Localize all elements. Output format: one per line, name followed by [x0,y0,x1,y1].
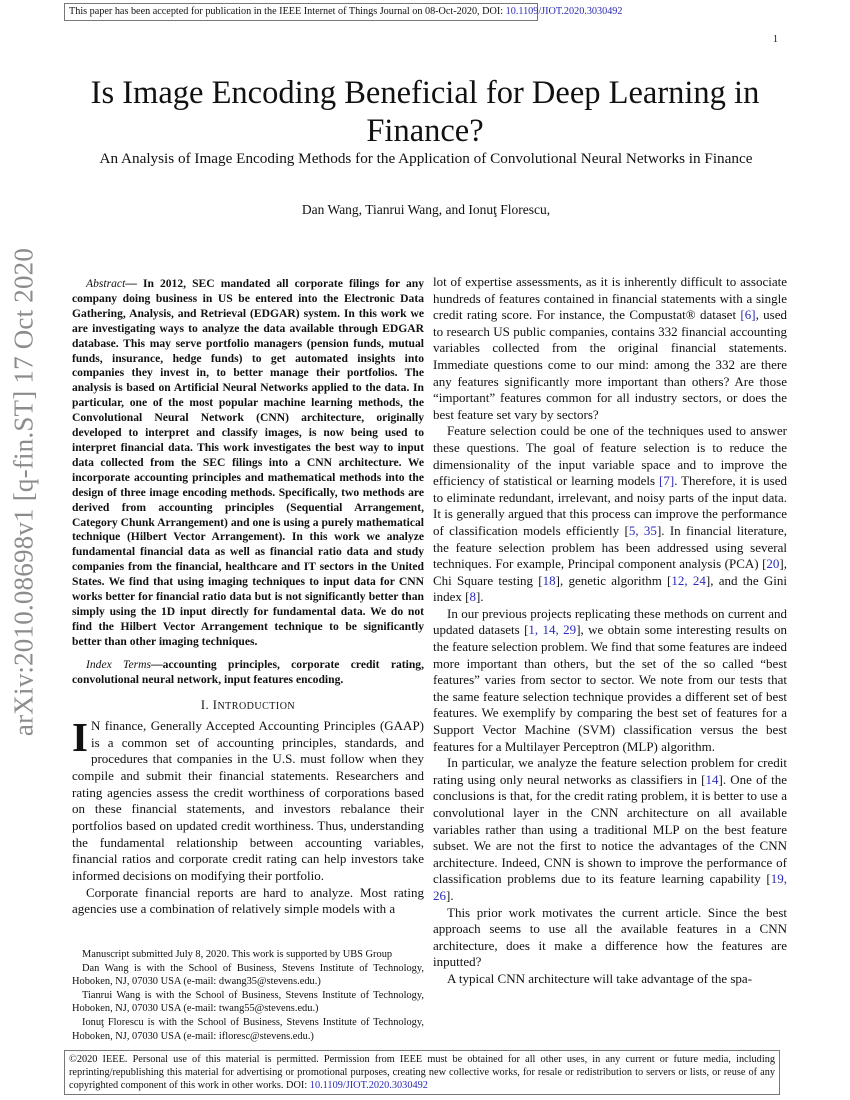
abstract-text: — In 2012, SEC mandated all corporate filings for any company doing business in US be entered into the Electronic Data Gathering, Analysis, and Retrieval (EDGAR) system. In this work we are investigating ways to analyze the data available through EDGAR database. This may serve portfolio managers (pension funds, mutual funds, insurance, hedge funds) to get automated insights into companies they invest in, to better manage their portfolios. The analysis is based on Artificial Neural Networks applied to the data. In particular, one of the most popular machine learning methods, the Convolutional Neural Network (CNN) architecture, originally developed to interpret and classify images, is now being used to interpret financial data. This work investigates the best way to input data collected from the SEC filings into a CNN architecture. We incorporate accounting principles and mathematical methods into the design of three image encoding methods. Specifically, two methods are derived from accounting principles (Sequential Arrangement, Category Chunk Arrangement) and one is using a purely mathematical technique (Hilbert Vector Arrangement). In this work we analyze fundamental financial data as well as financial ratio data and study companies from the financial, healthcare and IT sectors in the United States. We find that using imaging techniques to input data for CNN works better for financial ratio data but is not significantly better than simply using the 1D input directly for fundamental data. We do not find the Hilbert Vector Arrangement technique to be significantly better than other imaging techniques. [72,277,424,648]
footnote-author-1: Dan Wang is with the School of Business, Stevens Institute of Technology, Hoboken, NJ, 07030 USA (e-mail: dwang35@stevens.edu.) [72,962,424,988]
abstract [72,277,424,650]
arxiv-stamp-text: arXiv:2010.08698v1 [q-fin.ST] 17 Oct 2020 [8,247,39,737]
page-number: 1 [773,34,778,45]
citation-link[interactable]: 18 [542,572,556,588]
right-column [433,274,787,988]
body-paragraph: lot of expertise assessments, as it is inherently difficult to associate hundreds of features contained in financial statements with a single credit rating score. For instance, the Compustat® dataset [6], used to research US public companies, contains 332 financial accounting variables collected from the original financial statements. Immediate questions come to our mind: among the 332 are there any features significantly more important than others? Are those “important” features common for all industry sectors, or does the best feature set vary by sectors? [433,274,787,422]
section-heading-introduction: I. INTRODUCTION [200,698,296,713]
publication-notice-text: This paper has been accepted for publication in the IEEE Internet of Things Journal on 08-Oct-2020, DOI: [69,6,506,17]
intro-paragraph-1: I N finance, Generally Accepted Accounting Principles (GAAP) is a common set of accounting principles, standards, and procedures that companies in the U.S. must follow when they compile and submit their financial statements. Researchers and rating agencies assess the credit worthiness of corporations based on these financial statements, and investors rebalance their portfolios based on updated credit worthiness. Thus, understanding the fundamental relationship between accounting variables, financial ratios and corporate credit rating can help investors take informed decisions on modifying their portfolio. [72,714,424,884]
citation-link[interactable]: 14 [705,771,719,787]
arxiv-stamp [0,247,48,737]
drop-cap: I [72,714,88,761]
footnote-manuscript: Manuscript submitted July 8, 2020. This work is supported by UBS Group [82,949,393,960]
paper-subtitle: An Analysis of Image Encoding Methods for the Application of Convolutional Neural Networks in Finance [99,150,753,167]
intro-paragraph-2: Corporate financial reports are hard to analyze. Most rating agencies use a combination of relatively simple models with a [72,884,424,917]
paper-title: Is Image Encoding Beneficial for Deep Learning in Finance? [90,75,760,149]
footnote-author-2: Tianrui Wang is with the School of Business, Stevens Institute of Technology, Hoboken, NJ, 07030 USA (e-mail: twang55@stevens.edu.) [72,989,424,1015]
copyright-notice-box [64,1050,780,1095]
doi-link[interactable]: 10.1109/JIOT.2020.3030492 [505,6,623,17]
body-paragraph: This prior work motivates the current article. Since the best approach seems to use all the available features in a CNN architecture, does it make a difference how the features are inputted? [433,904,787,970]
citation-link[interactable]: 19, 26 [433,871,787,903]
copyright-doi-link[interactable]: 10.1109/JIOT.2020.3030492 [309,1080,428,1092]
body-paragraph: A typical CNN architecture will take advantage of the spa- [447,970,753,986]
index-terms-text: —accounting principles, corporate credit rating, convolutional neural network, input features encoding. [72,657,424,686]
citation-link[interactable]: 5, 35 [628,522,657,538]
index-terms-label: Index Terms [86,657,151,671]
abstract-label: Abstract [86,277,126,290]
introduction-body [72,714,424,918]
publication-notice-box [64,3,623,21]
body-paragraph: In particular, we analyze the feature selection problem for credit rating using only neural networks as classifiers in [14]. One of the conclusions is that, for the credit rating problem, it is better to use a convolutional layer in the CNN architecture on all available variables rather than using a traditional MLP on the best feature subset. We are not the first to notice the advantages of the CNN architecture. Indeed, CNN is shown to improve the performance of classification problems due to its feature learning capability [19, 26]. [433,755,787,903]
body-paragraph: In our previous projects replicating these methods on current and updated datasets [1, 14, 29], we obtain some interesting results on the feature selection problem. We find that some features are indeed more important than others, but the set of the so called “best features” varies from sector to sector. We note from our tests that the same feature selection technique provides a different set of best features. We exemplify by comparing the best set of features for a Support Vector Machine (SVM) classification versus the best features for a Multilayer Perceptron (MLP) algorithm. [433,605,787,754]
copyright-text: ©2020 IEEE. Personal use of this material is permitted. Permission from IEEE must be obtained for all other uses, in any current or future media, including reprinting/republishing this material for advertising or promotional purposes, creating new collective works, for resale or redistribution to servers or lists, or reuse of any copyrighted component of this work in other works. DOI: [69,1054,775,1092]
author-footnotes [72,948,424,1043]
citation-link[interactable]: 12, 24 [671,572,706,588]
citation-link[interactable]: [6] [740,307,756,323]
body-paragraph: Feature selection could be one of the techniques used to answer these questions. The goal of feature selection is to reduce the dimensionality of the input variable space and to improve the efficiency of statistical or learning models [7]. Therefore, it is used to eliminate redundant, irrelevant, and noisy parts of the input data. It is generally argued that this process can improve the performance of classification models efficiently [5, 35]. In financial literature, the feature selection problem has been addressed using several techniques. For example, Principal component analysis (PCA) [20], Chi Square testing [18], genetic algorithm [12, 24], and the Gini index [8]. [433,423,788,605]
citation-link[interactable]: 8 [469,589,476,605]
citation-link[interactable]: [7] [659,473,675,489]
index-terms [72,658,424,688]
author-list: Dan Wang, Tianrui Wang, and Ionuţ Florescu, [301,202,551,217]
left-column [72,277,424,918]
footnote-author-3: Ionuţ Florescu is with the School of Business, Stevens Institute of Technology, Hoboken, NJ, 07030 USA (e-mail: ifloresc@stevens.edu.) [72,1016,424,1042]
citation-link[interactable]: 20 [766,556,780,572]
citation-link[interactable]: 1, 14, 29 [528,622,577,638]
